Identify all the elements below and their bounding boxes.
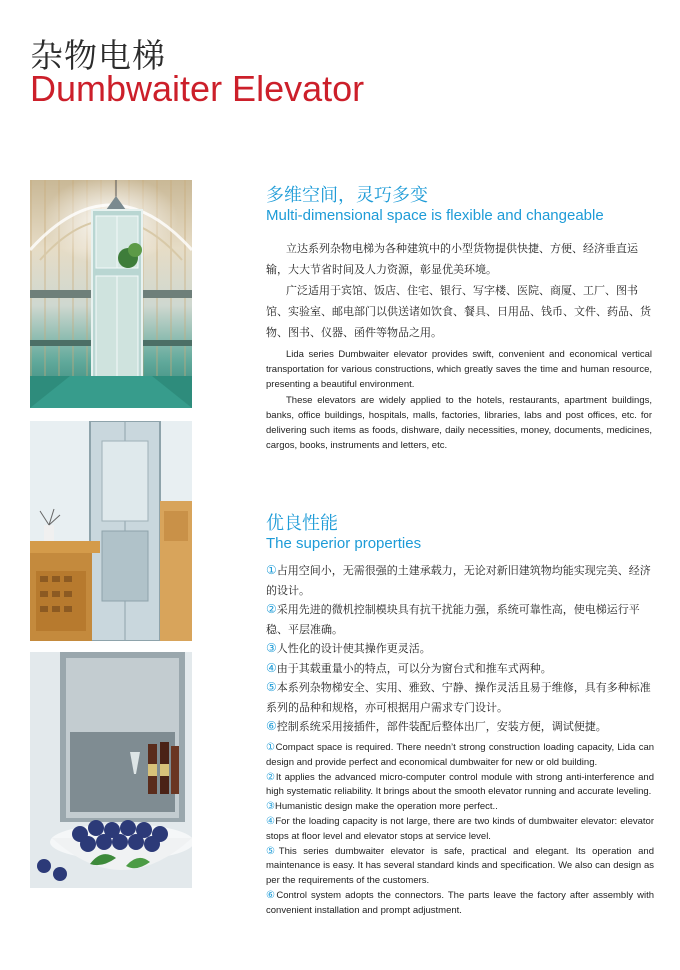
section1-body-cn-1: 立达系列杂物电梯为各种建筑中的小型货物提供快捷、方便、经济垂直运输，大大节省时间及人力资源，彰显优美环境。 [266, 242, 638, 276]
section1-body-en-2: These elevators are widely applied to the hotels, restaurants, apartment buildings, banks, office buildings, hospitals, malls, factories, libraries, labs and post offices, etc. for delivering such items as foods, dishware, daily necessities, money, documents, medicines, cargos, books, instruments and letters, etc. [266, 395, 652, 451]
property-cn-3: ③人性化的设计使其操作更灵活。 [266, 641, 431, 655]
atrium-glass-elevator-photo [30, 180, 192, 408]
section1-heading-en: Multi-dimensional space is flexible and changeable [266, 207, 604, 224]
section1-body-cn-2: 广泛适用于宾馆、饭店、住宅、银行、写字楼、医院、商厦、工厂、图书馆、实验室、邮电部门以供送诸如饮食、餐具、日用品、钱币、文件、药品、货物、图书、仪器、函件等物品之用。 [266, 284, 651, 339]
section2-heading-cn: 优良性能 [266, 513, 338, 534]
property-en-1: ①Compact space is required. There needn’t strong construction loading capacity, Lida can design and provide perfect and economical dumbwaiter for new or old building. [266, 742, 655, 768]
section2-heading-en: The superior properties [266, 535, 422, 552]
section1-body-en-1: Lida series Dumbwaiter elevator provides swift, convenient and economical vertical transportation for various constructions, which greatly saves the time and human resource, presenting a beautiful environment. [266, 349, 652, 390]
property-cn-1: ①占用空间小，无需很强的土建承载力，无论对新旧建筑物均能实现完美、经济的设计。 [266, 563, 651, 597]
property-en-5: ⑤This series dumbwaiter elevator is safe, practical and elegant. Its operation and maintenance is easy. It has several standard kinds and specification. We also can design as per the requirements of the customers. [266, 845, 654, 887]
property-cn-4: ④由于其载重量小的特点，可以分为窗台式和推车式两种。 [266, 660, 552, 675]
section1-heading-cn: 多维空间，灵巧多变 [266, 185, 428, 206]
property-cn-2: ②采用先进的微机控制模块具有抗干扰能力强，系统可靠性高，使电梯运行平稳、平层准确。 [266, 602, 640, 636]
property-en-3: ③Humanistic design make the operation more perfect.. [266, 801, 498, 813]
property-cn-5: ⑤本系列杂物梯安全、实用、雅致、宁静、操作灵活且易于维修，具有多种标准系列的品种和规格，亦可根据用户需求专门设计。 [266, 680, 651, 714]
property-cn-6: ⑥控制系统采用接插件，部件装配后整体出厂，安装方便，调试便捷。 [266, 719, 607, 733]
property-en-2: ②It applies the advanced micro-computer control module with strong anti-interference and high systematic reliability. It brings about the smooth elevator running and accurate leveling. [266, 771, 655, 798]
dumbwaiter-cabin-photo [30, 652, 192, 888]
page-title-en: Dumbwaiter Elevator [30, 68, 365, 109]
property-en-4: ④For the loading capacity is not large, there are two kinds of dumbwaiter elevator: elevator stops at floor level and elevator stops at service level. [266, 815, 655, 842]
property-en-6: ⑥Control system adopts the connectors. The parts leave the factory after assembly with convenient installation and prompt adjustment. [266, 889, 654, 916]
page-title-cn: 杂物电梯 [30, 36, 166, 75]
properties-list-cn [266, 561, 658, 737]
properties-list-en [266, 741, 654, 919]
kitchen-dumbwaiter-photo [30, 421, 192, 641]
